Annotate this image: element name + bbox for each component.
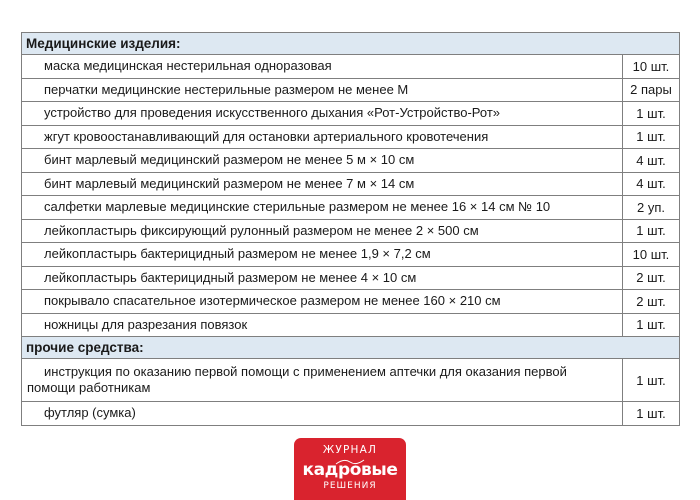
item-qty: 1 шт. [623,125,680,149]
item-qty: 1 шт. [623,219,680,243]
item-qty: 1 шт. [623,359,680,402]
item-name: ножницы для разрезания повязок [22,313,623,337]
item-qty: 4 шт. [623,149,680,173]
table-row [22,243,680,267]
logo-line-journal: ЖУРНАЛ [322,444,378,456]
item-name: бинт марлевый медицинский размером не менее 7 м × 14 см [22,172,623,196]
item-name: лейкопластырь бактерицидный размером не менее 1,9 × 7,2 см [22,243,623,267]
table-row [22,125,680,149]
item-qty: 1 шт. [623,402,680,426]
table-row [22,402,680,426]
logo-line-resheniya: РЕШЕНИЯ [323,481,377,491]
logo-line-kadrovye: кадровые [302,460,398,480]
item-name: бинт марлевый медицинский размером не менее 5 м × 10 см [22,149,623,173]
journal-logo [294,438,406,500]
item-qty: 4 шт. [623,172,680,196]
item-name: салфетки марлевые медицинские стерильные размером не менее 16 × 14 см № 10 [22,196,623,220]
table-row [22,149,680,173]
item-name: футляр (сумка) [22,402,623,426]
item-qty: 1 шт. [623,102,680,126]
item-name: инструкция по оказанию первой помощи с применением аптечки для оказания первой помощи работникам [22,359,623,402]
item-qty: 2 шт. [623,290,680,314]
section-header-medical [22,33,680,55]
item-name: перчатки медицинские нестерильные размером не менее M [22,78,623,102]
table-row [22,290,680,314]
item-qty: 10 шт. [623,55,680,79]
section-title: прочие средства: [22,337,680,359]
table-row [22,196,680,220]
table-row [22,55,680,79]
item-qty: 10 шт. [623,243,680,267]
item-name: жгут кровоостанавливающий для остановки артериального кровотечения [22,125,623,149]
table-row [22,78,680,102]
section-header-other [22,337,680,359]
table-row [22,313,680,337]
first-aid-kit-table [21,32,680,426]
item-name: устройство для проведения искусственного дыхания «Рот-Устройство-Рот» [22,102,623,126]
table-row [22,219,680,243]
item-qty: 2 пары [623,78,680,102]
table-row [22,359,680,402]
item-name: лейкопластырь бактерицидный размером не менее 4 × 10 см [22,266,623,290]
section-title: Медицинские изделия: [22,33,680,55]
table-row [22,102,680,126]
table-row [22,266,680,290]
item-qty: 2 шт. [623,266,680,290]
table-row [22,172,680,196]
item-qty: 1 шт. [623,313,680,337]
item-name: маска медицинская нестерильная одноразовая [22,55,623,79]
item-qty: 2 уп. [623,196,680,220]
item-name: лейкопластырь фиксирующий рулонный размером не менее 2 × 500 см [22,219,623,243]
item-name: покрывало спасательное изотермическое размером не менее 160 × 210 см [22,290,623,314]
